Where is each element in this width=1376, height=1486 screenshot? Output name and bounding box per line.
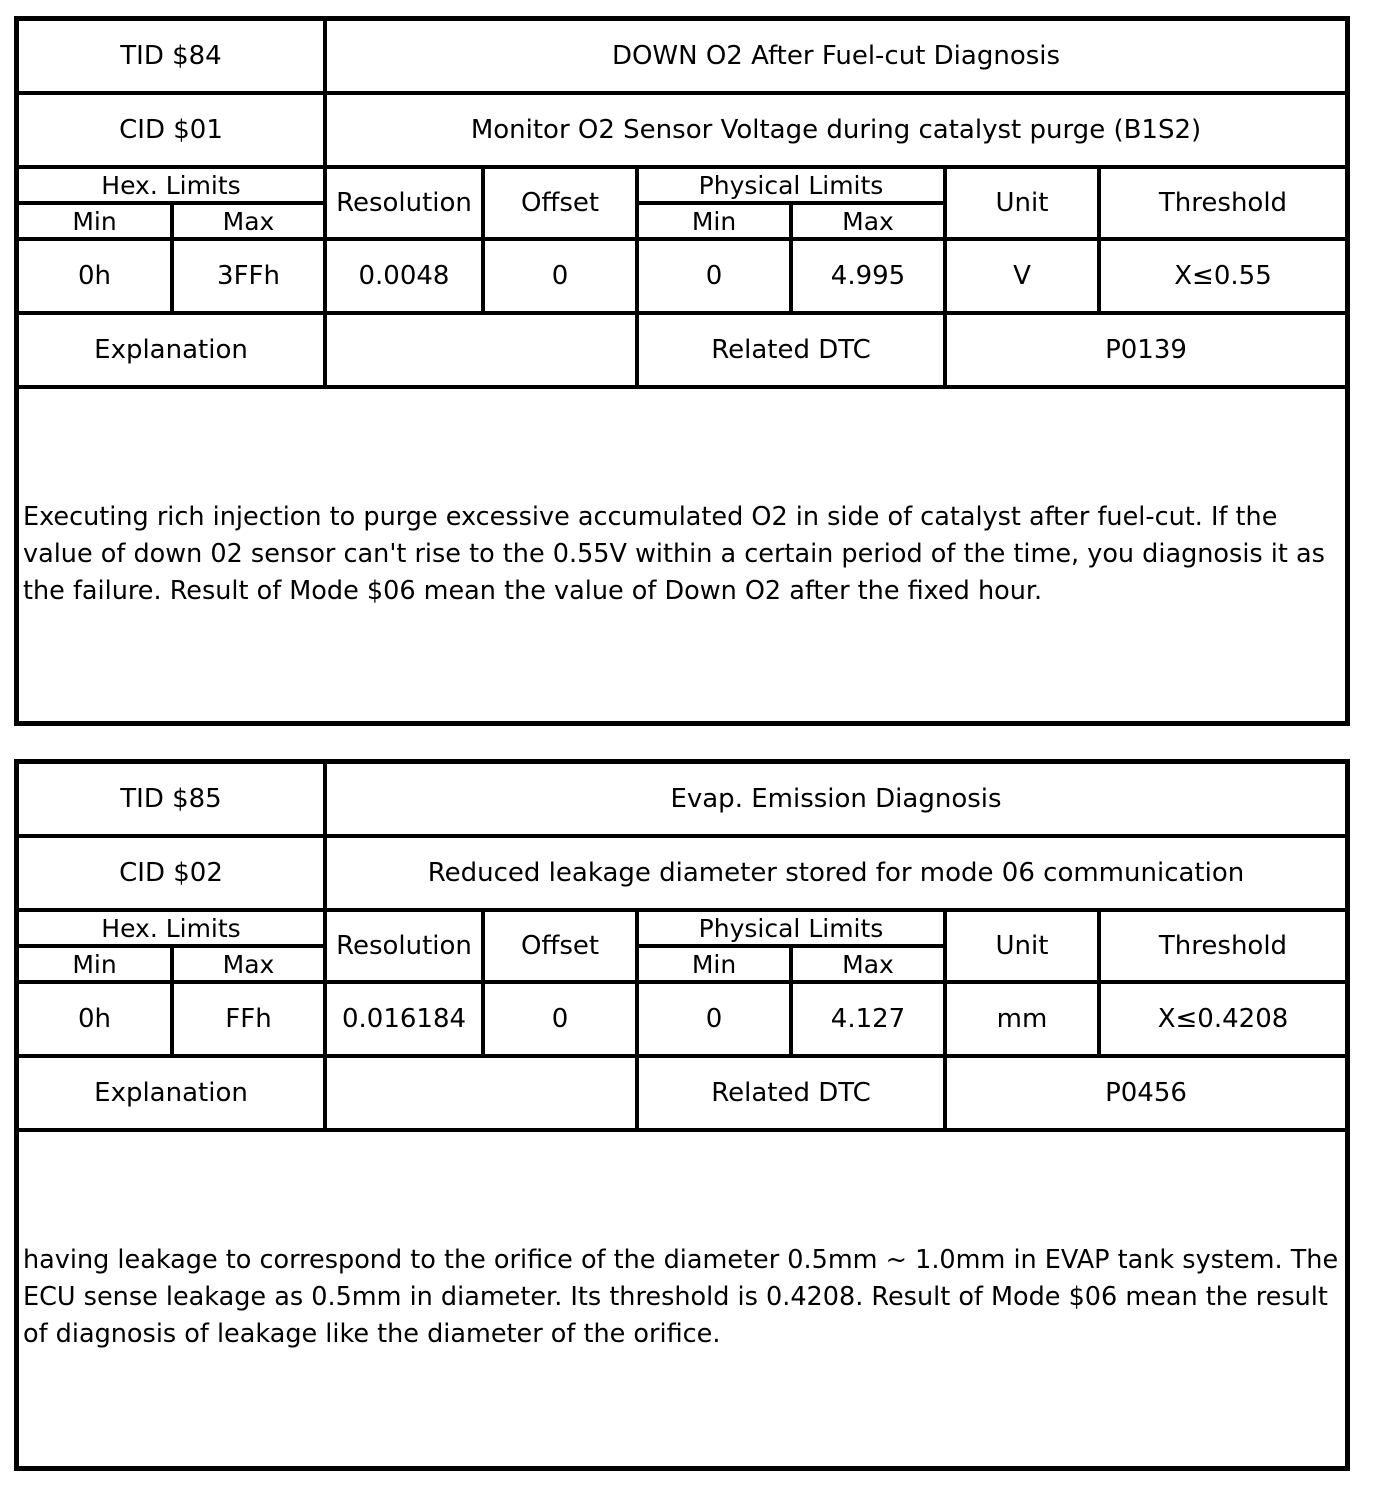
related-dtc-value: P0456 [945,1056,1345,1130]
values-row [19,239,1345,313]
empty-cell [325,313,637,387]
unit-value: V [945,239,1099,313]
physical-limits-header: Physical Limits [637,167,945,203]
hex-min-header: Min [19,946,172,982]
phys-min-value: 0 [637,982,791,1056]
explanation-header-row [19,1056,1345,1130]
tid-row [19,764,1345,836]
threshold-header: Threshold [1099,910,1345,982]
phys-min-header: Min [637,203,791,239]
cid-row [19,836,1345,910]
tid-row [19,21,1345,93]
resolution-header: Resolution [325,910,483,982]
hex-max-header: Max [172,203,325,239]
explanation-row [19,387,1345,719]
tid-description: Evap. Emission Diagnosis [325,764,1345,836]
hex-max-value: FFh [172,982,325,1056]
hex-limits-header: Hex. Limits [19,167,325,203]
test-table [19,21,1345,719]
phys-max-header: Max [791,946,945,982]
test-block-tid-84 [14,16,1350,726]
offset-value: 0 [483,982,637,1056]
hex-limits-header: Hex. Limits [19,910,325,946]
tid-description: DOWN O2 After Fuel-cut Diagnosis [325,21,1345,93]
related-dtc-value: P0139 [945,313,1345,387]
header-row-top [19,910,1345,946]
hex-max-value: 3FFh [172,239,325,313]
unit-header: Unit [945,167,1099,239]
phys-max-value: 4.127 [791,982,945,1056]
header-row-top [19,167,1345,203]
threshold-header: Threshold [1099,167,1345,239]
resolution-value: 0.0048 [325,239,483,313]
threshold-value: X≤0.4208 [1099,982,1345,1056]
hex-min-value: 0h [19,239,172,313]
hex-max-header: Max [172,946,325,982]
hex-min-value: 0h [19,982,172,1056]
explanation-text: having leakage to correspond to the orifice of the diameter 0.5mm ~ 1.0mm in EVAP tank system. The ECU sense leakage as 0.5mm in diameter. Its threshold is 0.4208. Result of Mode $06 mean the result of diagnosis of leakage like the diameter of the orifice. [19,1130,1345,1462]
offset-header: Offset [483,167,637,239]
related-dtc-label: Related DTC [637,313,945,387]
phys-max-header: Max [791,203,945,239]
explanation-row [19,1130,1345,1462]
cid-description: Monitor O2 Sensor Voltage during catalyst purge (B1S2) [325,93,1345,167]
test-block-tid-85 [14,759,1350,1471]
tid-cell: TID $85 [19,764,325,836]
unit-header: Unit [945,910,1099,982]
phys-min-value: 0 [637,239,791,313]
cid-row [19,93,1345,167]
test-table [19,764,1345,1462]
phys-min-header: Min [637,946,791,982]
cid-description: Reduced leakage diameter stored for mode 06 communication [325,836,1345,910]
physical-limits-header: Physical Limits [637,910,945,946]
offset-header: Offset [483,910,637,982]
explanation-label: Explanation [19,313,325,387]
explanation-header-row [19,313,1345,387]
empty-cell [325,1056,637,1130]
unit-value: mm [945,982,1099,1056]
offset-value: 0 [483,239,637,313]
phys-max-value: 4.995 [791,239,945,313]
hex-min-header: Min [19,203,172,239]
resolution-header: Resolution [325,167,483,239]
resolution-value: 0.016184 [325,982,483,1056]
tid-cell: TID $84 [19,21,325,93]
related-dtc-label: Related DTC [637,1056,945,1130]
cid-cell: CID $02 [19,836,325,910]
explanation-text: Executing rich injection to purge excessive accumulated O2 in side of catalyst after fuel-cut. If the value of down 02 sensor can't rise to the 0.55V within a certain period of the time, you diagnosis it as the failure. Result of Mode $06 mean the value of Down O2 after the fixed hour. [19,387,1345,719]
explanation-label: Explanation [19,1056,325,1130]
cid-cell: CID $01 [19,93,325,167]
values-row [19,982,1345,1056]
threshold-value: X≤0.55 [1099,239,1345,313]
